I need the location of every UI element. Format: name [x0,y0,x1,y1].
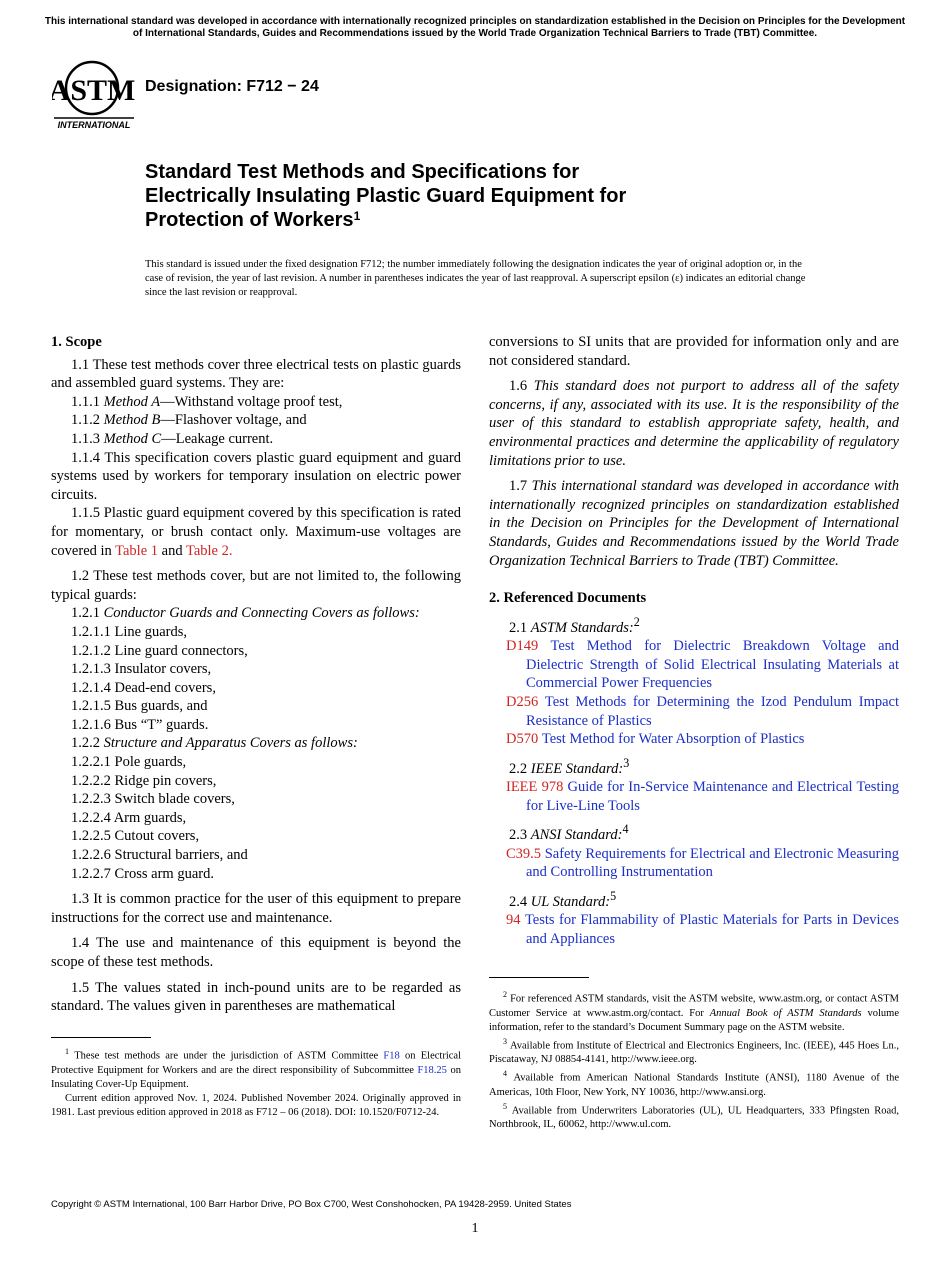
list-item: 1.2.2.5 Cutout covers, [71,828,200,845]
ref-d256[interactable]: D256 Test Methods for Determining the Izod Pendulum Impact Resistance of Plastics [506,693,899,729]
para-1-3: 1.3 It is common practice for the user of this equipment to prepare instructions for the correct use and maintenance. [51,891,461,926]
title-line-1: Standard Test Methods and Specifications for [145,161,580,183]
list-item: 1.2.2.2 Ridge pin covers, [71,772,217,789]
ieee-standard-subhead: 2.2 IEEE Standard:$^3$ [509,755,630,777]
table-1-link[interactable]: Table 1 [115,542,159,559]
footnote-2: $^2$ For referenced ASTM standards, visit the ASTM website, www.astm.org, or contact ASTM Customer Service at www.astm.org/contact. For Annual Book of ASTM Standards volume information, refer to the standard’s Document Summary page on the ASTM website. [489,990,900,1033]
subcommittee-f18-25-link[interactable]: F18.25 [417,1064,447,1076]
group-1-2-1-list [51,623,461,735]
designation: Designation: F712 − 24 [145,78,319,95]
para-1-5-end: conversions to SI units that are provided for information only and are not considered standard. [489,334,899,369]
para-1-1-5: 1.1.5 Plastic guard equipment covered by this specification is rated for momentary, or brush contact only. Maximum-use voltages are covered in Table 1 and Table 2. [51,505,461,559]
list-item: 1.2.1.2 Line guard connectors, [71,642,248,659]
group-1-2-1: 1.2.1 Conductor Guards and Connecting Covers as follows: [71,605,420,622]
ref-c39-5[interactable]: C39.5 Safety Requirements for Electrical and Electronic Measuring and Controlling Instrumentation [506,845,900,881]
footnote-rule-left [51,1037,151,1038]
title-line-3: Protection of Workers$^1$ [145,209,361,231]
para-1-2: 1.2 These test methods cover, but are not limited to, the following typical guards: [51,568,461,603]
issued-note: This standard is issued under the fixed designation F712; the number immediately following the designation indicates the year of original adoption or, in the case of revision, the year of last revision. A number in parentheses indicates the year of last reapproval. A superscript epsilon (ε) indicates an editorial change since the last revision or reapproval. [145,259,806,298]
list-item: 1.2.1.1 Line guards, [71,623,187,640]
list-item: 1.2.1.3 Insulator covers, [71,661,212,678]
list-item: 1.2.2.3 Switch blade covers, [71,791,235,808]
footnote-1: $^1$ These test methods are under the jurisdiction of ASTM Committee F18 on Electrical Protective Equipment for Workers and are the direct responsibility of Subcommittee F18.25 on Insulating Cover-Up Equipment. [51,1047,461,1090]
group-1-2-2-list [51,753,461,883]
list-item: 1.2.1.4 Dead-end covers, [71,679,216,696]
method-a: 1.1.1 Method A—Withstand voltage proof test, [71,393,343,410]
astm-logo [52,56,136,132]
list-item: 1.2.2.4 Arm guards, [71,809,187,826]
method-c: 1.1.3 Method C—Leakage current. [71,430,274,447]
astm-international-logo-icon [52,56,136,132]
ul-standard-subhead: 2.4 UL Standard:$^5$ [509,888,617,910]
para-1-7: 1.7 This international standard was developed in accordance with internationally recognized principles on standardization established in the Decision on Principles for the Development of International Standards, Guides and Recommendations issued by the World Trade Organization Technical Barriers to Trade (TBT) Committee. [489,478,899,569]
astm-standards-subhead: 2.1 ASTM Standards:$^2$ [509,614,640,636]
scope-heading: 1. Scope [51,334,102,350]
list-item: 1.2.2.6 Structural barriers, and [71,847,248,864]
para-1-6: 1.6 This standard does not purport to address all of the safety concerns, if any, associated with its use. It is the responsibility of the user of this standard to establish appropriate safety, health, and environmental practices and determine the applicability of regulatory limitations prior to use. [489,378,899,469]
document-title [145,160,805,232]
para-1-4: 1.4 The use and maintenance of this equipment is beyond the scope of these test methods. [51,935,461,970]
edition-note: Current edition approved Nov. 1, 2024. Published November 2024. Originally approved in 1981. Last previous edition approved in 2018 as F712 – 06 (2018). DOI: 10.1520/F0712-24. [51,1092,461,1118]
title-line-2: Electrically Insulating Plastic Guard Equipment for [145,185,627,207]
copyright-line: Copyright © ASTM International, 100 Barr Harbor Drive, PO Box C700, West Conshohocken, PA 19428-2959. United States [51,1199,572,1210]
tbt-notice: This international standard was developed in accordance with internationally recognized principles on standardization established in the Decision on Principles for the Development of International Standards, Guides and Recommendations issued by the World Trade Organization Technical Barriers to Trade (TBT) Committee. [44,16,906,39]
page-number: 1 [471,1221,479,1236]
footnotes-left [51,1045,461,1120]
footnote-5: $^5$ Available from Underwriters Laboratories (UL), UL Headquarters, 333 Pfingsten Road, Northbrook, IL, 60062, http://www.ul.com. [489,1101,900,1130]
footnote-3: $^3$ Available from Institute of Electrical and Electronics Engineers, Inc. (IEEE), 445 Hoes Ln., Piscataway, NJ 08854-4141, http://www.ieee.org. [489,1036,899,1065]
footnote-4: $^4$ Available from American National Standards Institute (ANSI), 1180 Avenue of the Americas, 10th Floor, New York, NY 10036, http://www.ansi.org. [489,1069,899,1098]
list-item: 1.2.2.1 Pole guards, [71,754,187,771]
ref-ieee-978[interactable]: IEEE 978 Guide for In-Service Maintenance and Electrical Testing for Live-Line Tools [506,779,900,814]
list-item: 1.2.2.7 Cross arm guard. [71,865,214,882]
para-1-1-4: 1.1.4 This specification covers plastic guard equipment and guard systems used by workers for temporary insulation on electric power circuits. [51,449,461,503]
list-item: 1.2.1.6 Bus “T” guards. [71,716,209,733]
ref-ul-94[interactable]: 94 Tests for Flammability of Plastic Materials for Parts in Devices and Appliances [506,912,899,947]
ref-d570[interactable]: D570 Test Method for Water Absorption of Plastics [506,731,805,748]
para-1-1: 1.1 These test methods cover three electrical tests on plastic guards and assembled guard systems. They are: [51,356,461,392]
ref-d149[interactable]: D149 Test Method for Dielectric Breakdown Voltage and Dielectric Strength of Solid Electrical Insulating Materials at Commercial Power Frequencies [506,638,900,692]
svg-text:ASTM: ASTM [52,74,136,107]
refs-heading: 2. Referenced Documents [489,590,647,607]
table-2-link[interactable]: Table 2 [185,542,229,559]
right-column [489,333,899,949]
method-b: 1.1.2 Method B—Flashover voltage, and [71,412,307,429]
ansi-standard-subhead: 2.3 ANSI Standard:$^4$ [509,822,629,844]
logo-wordmark: INTERNATIONAL [57,120,131,130]
footnote-rule-right [489,977,589,978]
para-1-5-start: 1.5 The values stated in inch-pound units are to be regarded as standard. The values given in parentheses are mathematical [51,979,461,1015]
list-item: 1.2.1.5 Bus guards, and [71,698,208,715]
committee-f18-link[interactable]: F18 [383,1050,400,1062]
group-1-2-2: 1.2.2 Structure and Apparatus Covers as follows: [71,735,358,752]
title-footnote-mark: 1 [353,209,361,223]
footnotes-right [489,988,899,1132]
left-column [51,333,461,1016]
